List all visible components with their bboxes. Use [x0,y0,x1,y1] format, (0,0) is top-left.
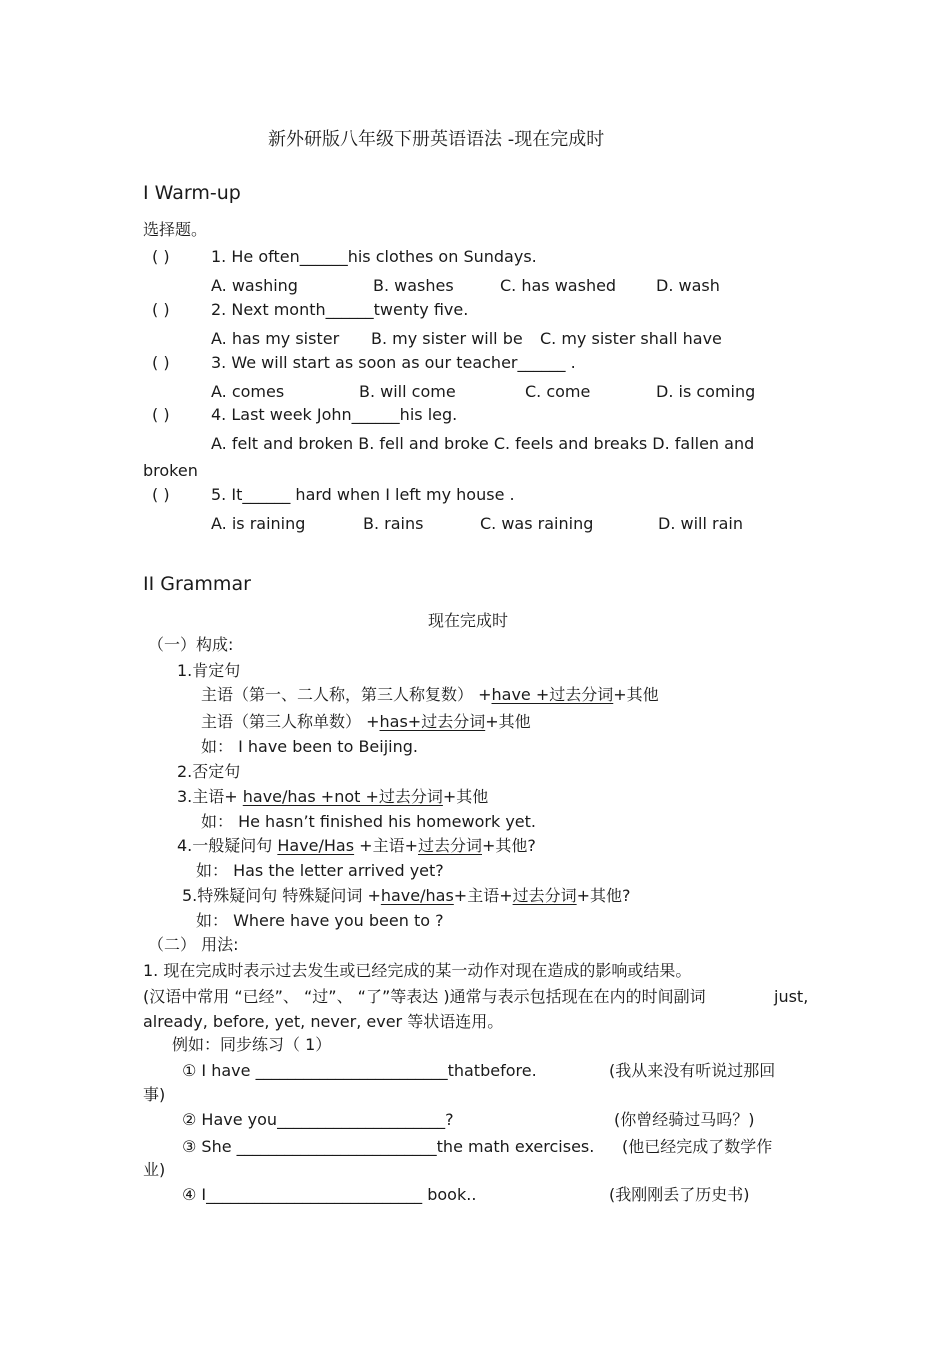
rule-text: +主语+ [453,886,513,905]
rule-text: 5.特殊疑问句 特殊疑问词 + [182,886,381,905]
usage-paragraph-1: 1. 现在完成时表示过去发生或已经完成的某一动作对现在造成的影响或结果。 [143,961,692,980]
q1-option-d: D. wash [656,276,720,295]
q1-option-b: B. washes [373,276,454,295]
affirmative-example: 如： I have been to Beijing. [201,737,418,756]
q4-options: A. felt and broken B. fell and broke C. feels and breaks D. fallen and [211,434,755,453]
rule-text: +其他? [576,886,631,905]
rule-underlined: Have/Has [277,836,355,855]
question-2: 2. Next month______twenty five. [211,300,469,319]
q5-option-d: D. will rain [658,514,743,533]
q2-option-b: B. my sister will be [371,329,523,348]
affirmative-rule-1 [201,685,659,705]
q3-option-c: C. come [525,382,591,401]
q1-option-a: A. washing [211,276,298,295]
answer-blank-q3: ( ) [152,353,170,372]
answer-blank-q5: ( ) [152,485,170,504]
q5-option-b: B. rains [363,514,424,533]
grammar-subtitle: 现在完成时 [428,611,509,630]
negative-label: 2.否定句 [177,762,241,781]
q5-option-a: A. is raining [211,514,306,533]
exercise-2-translation: (你曾经骑过马吗？) [614,1110,755,1129]
q3-option-b: B. will come [359,382,456,401]
affirmative-label: 1.肯定句 [177,661,241,680]
wh-example: 如： Where have you been to ? [196,911,444,930]
answer-blank-q1: ( ) [152,247,170,266]
answer-blank-q2: ( ) [152,300,170,319]
affirmative-rule-2 [201,712,531,732]
usage-paragraph-2: (汉语中常用 “已经”、 “过”、 “了”等表达 )通常与表示包括现在在内的时间副词 [143,987,706,1006]
exercise-1-translation-wrap: 事) [143,1085,166,1104]
yes-no-example: 如： Has the letter arrived yet? [196,861,444,880]
exercise-1-translation: (我从来没有听说过那回 [609,1061,776,1080]
exercise-2: ② Have you_____________________? [182,1110,454,1129]
rule-underlined: have +过去分词 [491,685,614,704]
negative-rule [177,787,488,807]
rule-text: 主语（第三人称单数） + [201,712,380,731]
rule-text: +其他? [482,836,536,855]
rule-text: +主语+ [354,836,418,855]
usage-paragraph-3: already, before, yet, never, ever 等状语连用。 [143,1012,504,1031]
q3-option-a: A. comes [211,382,285,401]
rule-underlined: have/has +not +过去分词 [242,787,443,806]
q3-option-d: D. is coming [656,382,756,401]
rule-text: 4.一般疑问句 [177,836,278,855]
exercise-3-translation: (他已经完成了数学作 [622,1137,773,1156]
rule-underlined: 过去分词 [512,886,577,905]
q5-option-c: C. was raining [480,514,594,533]
rule-text: 主语（第一、二人称，第三人称复数） + [201,685,492,704]
rule-text: +其他 [485,712,531,731]
q1-option-c: C. has washed [500,276,617,295]
answer-blank-q4: ( ) [152,405,170,424]
question-5: 5. It______ hard when I left my house . [211,485,515,504]
exercise-3-translation-wrap: 业) [143,1160,166,1179]
rule-underlined: has+过去分词 [379,712,486,731]
section-heading-warmup: I Warm-up [143,182,241,204]
part-2-heading: （二） 用法: [148,935,239,954]
page-title: 新外研版八年级下册英语语法 -现在完成时 [268,129,605,150]
yes-no-question-rule [177,836,536,856]
rule-underlined: have/has [380,886,454,905]
rule-text: 3.主语+ [177,787,243,806]
exercise-4: ④ I___________________________ book.. [182,1185,477,1204]
rule-underlined: 过去分词 [417,836,482,855]
q4-options-wrap: broken [143,461,198,480]
instruction: 选择题。 [143,220,208,239]
exercise-3: ③ She _________________________the math exercises. [182,1137,595,1156]
q2-option-a: A. has my sister [211,329,340,348]
example-label: 例如：同步练习（ 1） [172,1035,332,1054]
rule-text: +其他 [442,787,489,806]
negative-example: 如： He hasn’t finished his homework yet. [201,812,536,831]
rule-text: +其他 [613,685,659,704]
usage-paragraph-2-end: just, [774,987,809,1006]
part-1-heading: （一）构成: [148,635,234,654]
exercise-4-translation: (我刚刚丢了历史书) [609,1185,750,1204]
exercise-1: ① I have ________________________thatbefore. [182,1061,537,1080]
question-1: 1. He often______his clothes on Sundays. [211,247,537,266]
question-3: 3. We will start as soon as our teacher______ . [211,353,576,372]
question-4: 4. Last week John______his leg. [211,405,458,424]
q2-option-c: C. my sister shall have [540,329,722,348]
section-heading-grammar: II Grammar [143,573,251,595]
wh-question-rule [182,886,631,906]
